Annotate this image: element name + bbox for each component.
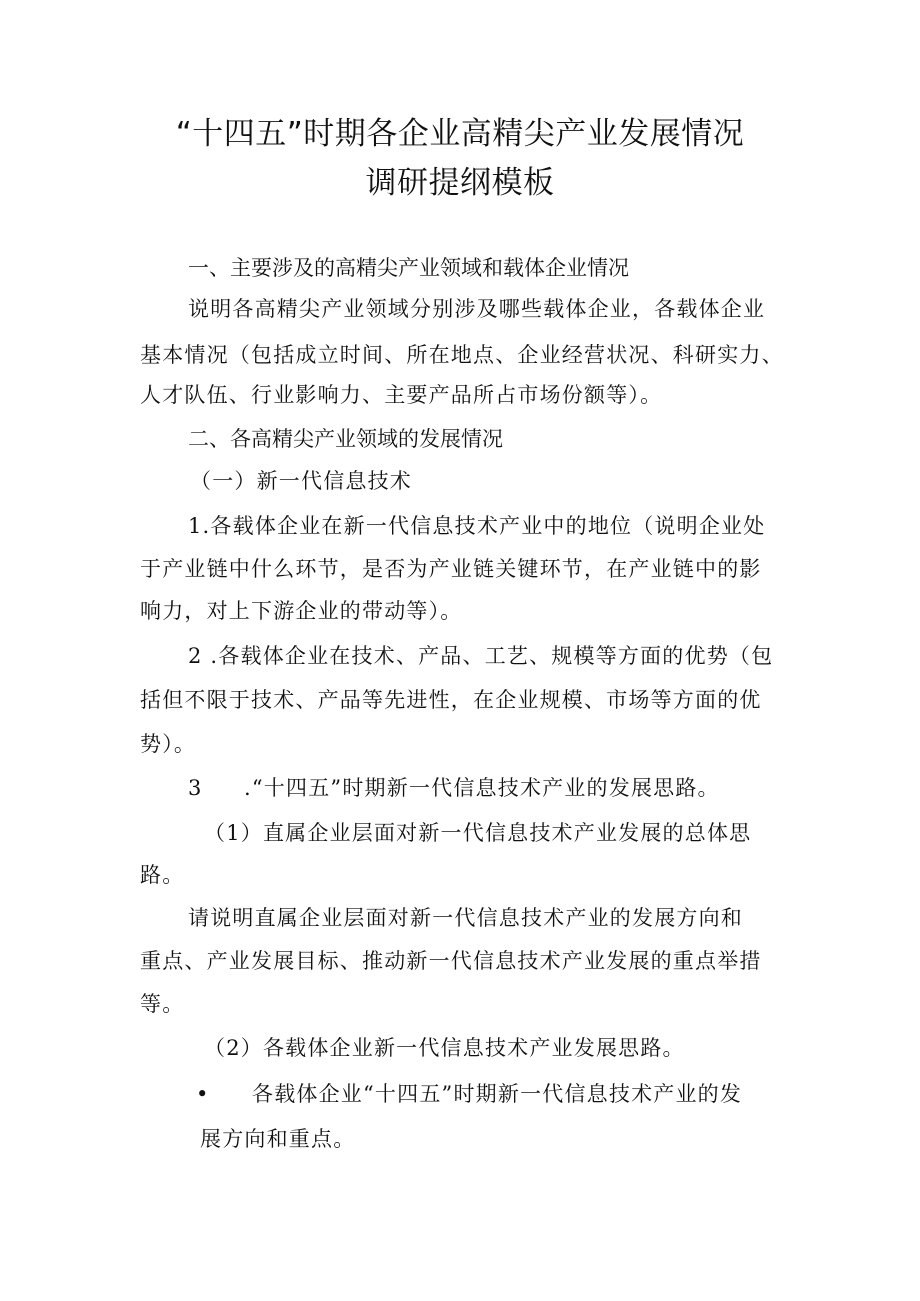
paragraph-line: 等。	[140, 992, 185, 1016]
item-3-2-heading: （2）各载体企业新一代信息技术产业发展思路。	[204, 1036, 685, 1060]
paragraph-line: （1）直属企业层面对新一代信息技术产业发展的总体思	[204, 821, 752, 845]
paragraph-line: 路。	[140, 863, 185, 887]
item-3-number: 3	[188, 776, 203, 800]
subsection-heading: （一）新一代信息技术	[190, 469, 412, 493]
paragraph-line: 1.各载体企业在新一代信息技术产业中的地位（说明企业处	[188, 514, 766, 538]
paragraph-line: 展方向和重点。	[200, 1127, 356, 1151]
document-title-line-1: “十四五”时期各企业高精尖产业发展情况	[175, 116, 745, 152]
paragraph-line: 括但不限于技术、产品等先进性，在企业规模、市场等方面的优	[140, 688, 762, 712]
section-2-heading: 二、各高精尖产业领域的发展情况	[188, 427, 503, 451]
paragraph-line: 说明各高精尖产业领域分别涉及哪些载体企业，各载体企业	[188, 297, 766, 321]
paragraph-line: 请说明直属企业层面对新一代信息技术产业的发展方向和	[188, 906, 743, 930]
paragraph-line: 响力，对上下游企业的带动等）。	[140, 599, 463, 623]
paragraph-line: 基本情况（包括成立时间、所在地点、企业经营状况、科研实力、	[140, 343, 784, 367]
section-1-heading: 一、主要涉及的高精尖产业领域和载体企业情况	[188, 256, 629, 280]
paragraph-line: 人才队伍、行业影响力、主要产品所占市场份额等）。	[140, 383, 663, 407]
item-3-text: .“十四五”时期新一代信息技术产业的发展思路。	[244, 776, 720, 800]
paragraph-line: 于产业链中什么环节，是否为产业链关键环节，在产业链中的影	[140, 557, 762, 581]
paragraph-line: 2 .各载体企业在技术、产品、工艺、规模等方面的优势（包	[188, 644, 774, 668]
document-title-line-2: 调研提纲模板	[365, 165, 555, 201]
bullet-icon: •	[196, 1082, 210, 1106]
paragraph-line: 重点、产业发展目标、推动新一代信息技术产业发展的重点举措	[140, 949, 762, 973]
paragraph-line: 各载体企业“十四五”时期新一代信息技术产业的发	[252, 1082, 743, 1106]
paragraph-line: 势）。	[140, 732, 197, 756]
